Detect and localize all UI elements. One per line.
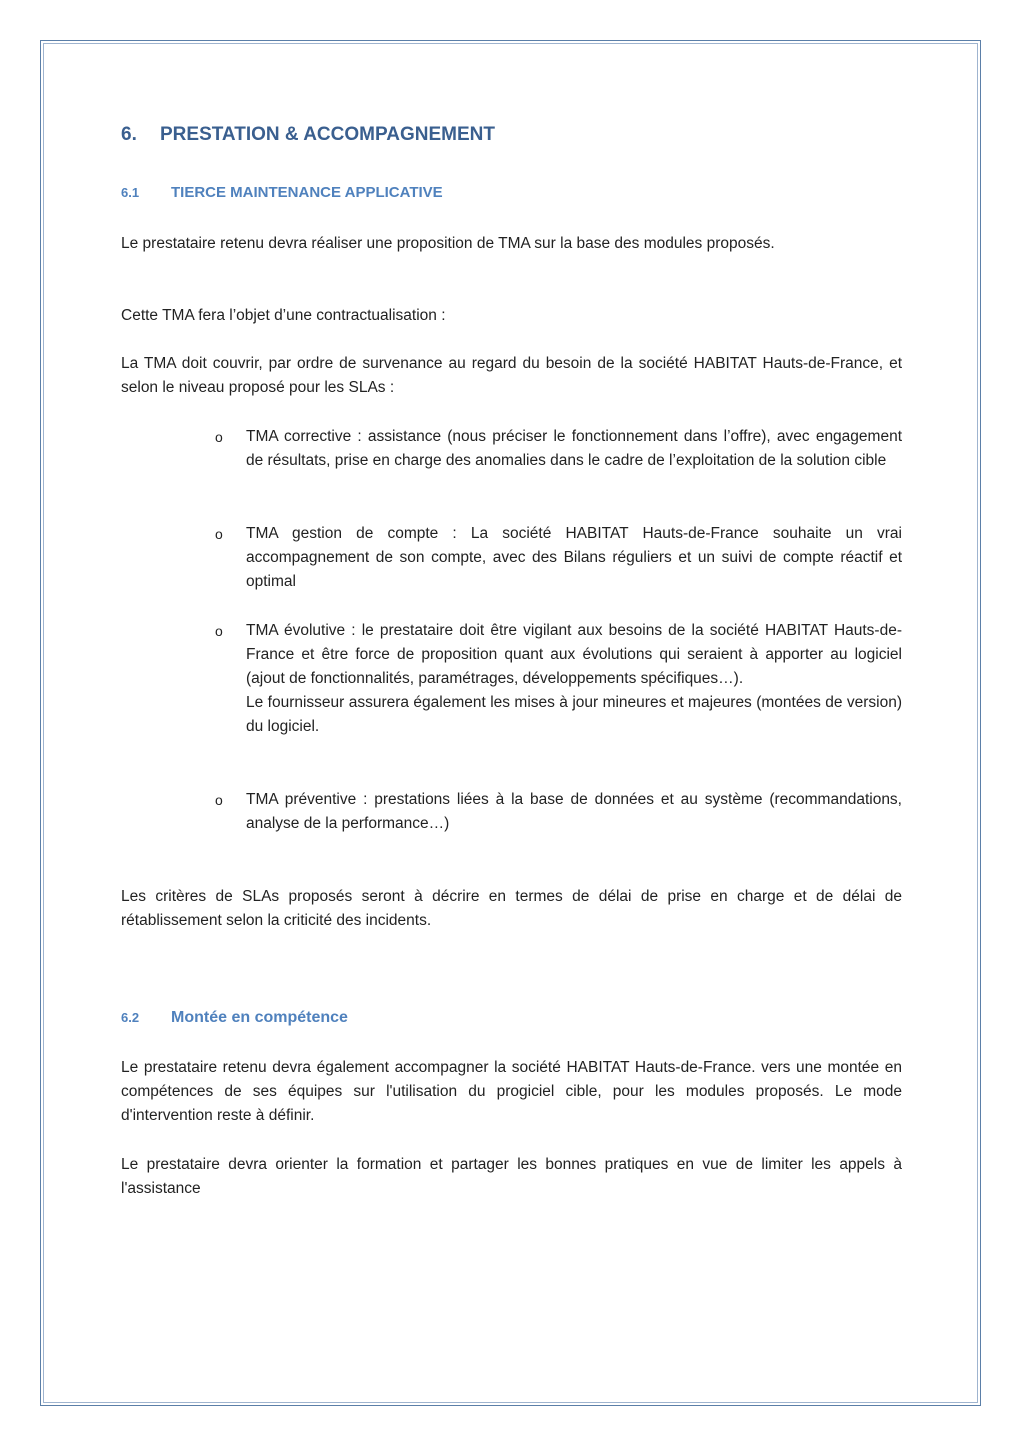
section-heading xyxy=(121,124,495,146)
bullet-text xyxy=(246,788,902,836)
section-title: PRESTATION & ACCOMPAGNEMENT xyxy=(160,124,495,145)
paragraph-sla-criteria: Les critères de SLAs proposés seront à décrire en termes de délai de prise en charge et de délai de rétablissement selon la criticité des incidents. xyxy=(121,888,902,929)
paragraph-contract: Cette TMA fera l’objet d’une contractualisation : xyxy=(121,307,446,324)
subsection-2-number: 6.2 xyxy=(121,1010,140,1025)
bullet-line: Le fournisseur assurera également les mises à jour mineures et majeures (montées de version) du logiciel. xyxy=(246,694,902,735)
paragraph-coverage: La TMA doit couvrir, par ordre de survenance au regard du besoin de la société HABITAT Hauts-de-France, et selon le niveau proposé pour les SLAs : xyxy=(121,355,902,396)
paragraph-skills: Le prestataire retenu devra également accompagner la société HABITAT Hauts-de-France. vers une montée en compétences de ses équipes sur l'utilisation du progiciel cible, pour les modules proposés. Le mode d'intervention reste à définir. xyxy=(121,1059,902,1124)
subsection-1-number: 6.1 xyxy=(121,185,140,200)
section-number: 6. xyxy=(121,124,137,145)
bullet-marker: o xyxy=(215,623,223,639)
bullet-line: TMA évolutive : le prestataire doit être vigilant aux besoins de la société HABITAT Hauts-de-France et être force de proposition quant aux évolutions qui seraient à apporter au logiciel (ajout de fonctionnalités, paramétrages, développements spécifiques…). xyxy=(246,622,902,687)
bullet-text xyxy=(246,522,902,594)
bullet-marker: o xyxy=(215,429,223,445)
bullet-text xyxy=(246,425,902,473)
paragraph-tma-proposal: Le prestataire retenu devra réaliser une proposition de TMA sur la base des modules proposés. xyxy=(121,235,775,252)
bullet-line: TMA préventive : prestations liées à la base de données et au système (recommandations, analyse de la performance…) xyxy=(246,791,902,832)
subsection-1-title: TIERCE MAINTENANCE APPLICATIVE xyxy=(171,184,443,201)
bullet-marker: o xyxy=(215,526,223,542)
bullet-text xyxy=(246,619,902,739)
subsection-1-heading xyxy=(121,184,443,202)
bullet-marker: o xyxy=(215,792,223,808)
bullet-line: TMA gestion de compte : La société HABITAT Hauts-de-France souhaite un vrai accompagnement de son compte, avec des Bilans réguliers et un suivi de compte réactif et optimal xyxy=(246,525,902,590)
subsection-2-title: Montée en compétence xyxy=(171,1009,348,1026)
subsection-2-heading xyxy=(121,1009,348,1027)
bullet-line: TMA corrective : assistance (nous préciser le fonctionnement dans l’offre), avec engagement de résultats, prise en charge des anomalies dans le cadre de l’exploitation de la solution cible xyxy=(246,428,902,469)
paragraph-training: Le prestataire devra orienter la formation et partager les bonnes pratiques en vue de limiter les appels à l'assistance xyxy=(121,1156,902,1197)
